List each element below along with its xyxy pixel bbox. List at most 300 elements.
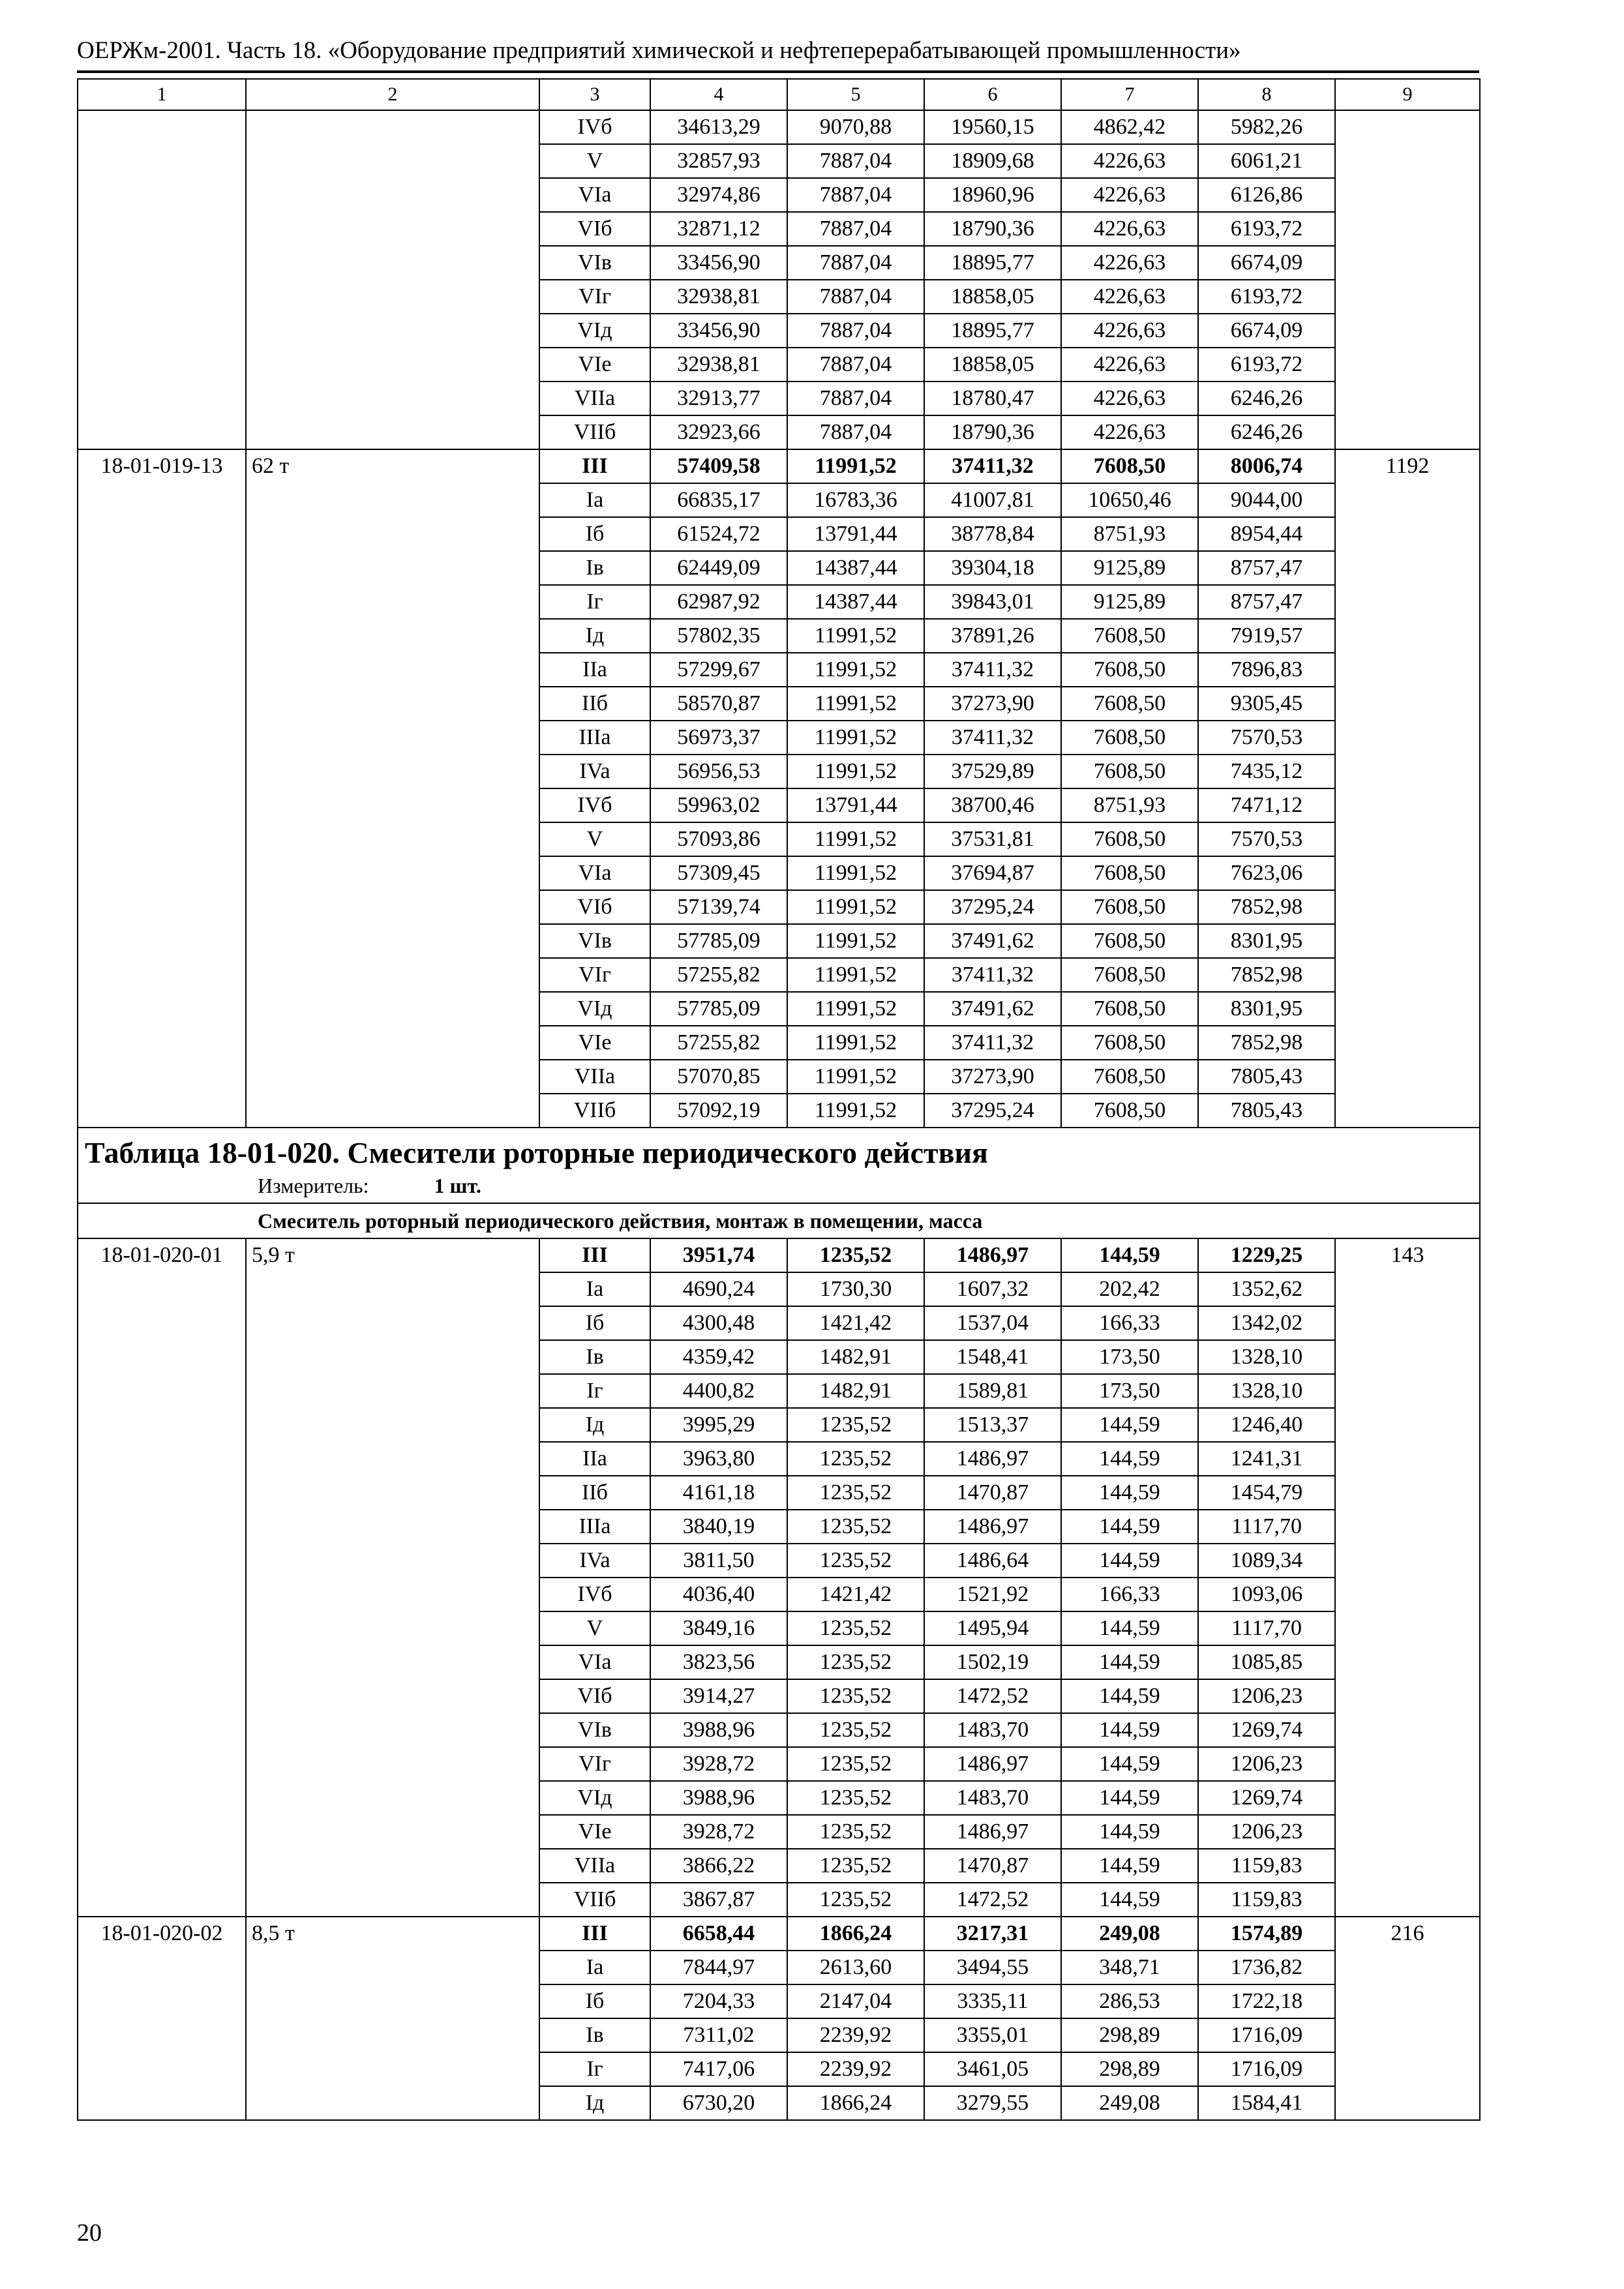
total-cost-cell: 34613,29 <box>650 110 787 144</box>
machine-wages-cell: 144,59 <box>1061 1408 1198 1442</box>
total-cost-cell: 7417,06 <box>650 2052 787 2086</box>
materials-cost-cell: 1117,70 <box>1198 1611 1335 1645</box>
machine-wages-cell: 7608,50 <box>1061 653 1198 687</box>
materials-cost-cell: 1085,85 <box>1198 1645 1335 1679</box>
machine-cost-cell: 1548,41 <box>924 1340 1061 1374</box>
machine-wages-cell: 4226,63 <box>1061 314 1198 348</box>
column-header: 4 <box>650 79 787 110</box>
materials-cost-cell: 9044,00 <box>1198 483 1335 517</box>
machine-cost-cell: 3335,11 <box>924 1984 1061 2018</box>
region-cell: IVб <box>539 110 650 144</box>
wages-cell: 9070,88 <box>787 110 924 144</box>
mass-cell: 5,9 т <box>246 1238 539 1917</box>
total-cost-cell: 3866,22 <box>650 1849 787 1883</box>
machine-wages-cell: 166,33 <box>1061 1306 1198 1340</box>
total-cost-cell: 57070,85 <box>650 1060 787 1094</box>
machine-cost-cell: 1607,32 <box>924 1272 1061 1306</box>
materials-cost-cell: 1206,23 <box>1198 1747 1335 1781</box>
machine-cost-cell: 39304,18 <box>924 551 1061 585</box>
materials-cost-cell: 1342,02 <box>1198 1306 1335 1340</box>
machine-wages-cell: 9125,89 <box>1061 551 1198 585</box>
subheading-row <box>78 1203 1480 1238</box>
wages-cell: 1235,52 <box>787 1408 924 1442</box>
wages-cell: 13791,44 <box>787 517 924 551</box>
wages-cell: 11991,52 <box>787 653 924 687</box>
region-cell: VIг <box>539 1747 650 1781</box>
machine-cost-cell: 3217,31 <box>924 1917 1061 1951</box>
materials-cost-cell: 7852,98 <box>1198 958 1335 992</box>
materials-cost-cell: 7471,12 <box>1198 788 1335 822</box>
mass-cell <box>246 110 539 449</box>
machine-wages-cell: 166,33 <box>1061 1578 1198 1611</box>
materials-cost-cell: 1117,70 <box>1198 1510 1335 1544</box>
materials-cost-cell: 7919,57 <box>1198 619 1335 653</box>
materials-cost-cell: 1269,74 <box>1198 1713 1335 1747</box>
region-cell: VIa <box>539 178 650 212</box>
total-cost-cell: 4300,48 <box>650 1306 787 1340</box>
region-cell: Iг <box>539 2052 650 2086</box>
total-cost-cell: 3811,50 <box>650 1544 787 1578</box>
materials-cost-cell: 7852,98 <box>1198 890 1335 924</box>
total-cost-cell: 3995,29 <box>650 1408 787 1442</box>
machine-wages-cell: 7608,50 <box>1061 687 1198 721</box>
total-cost-cell: 3988,96 <box>650 1713 787 1747</box>
table-title-row <box>78 1128 1480 1203</box>
wages-cell: 7887,04 <box>787 415 924 449</box>
wages-cell: 1235,52 <box>787 1510 924 1544</box>
total-cost-cell: 32871,12 <box>650 212 787 246</box>
total-cost-cell: 4161,18 <box>650 1476 787 1510</box>
total-cost-cell: 56956,53 <box>650 755 787 788</box>
subheading: Смеситель роторный периодического действия, монтаж в помещении, масса <box>78 1203 1480 1238</box>
region-cell: V <box>539 144 650 178</box>
machine-wages-cell: 144,59 <box>1061 1442 1198 1476</box>
machine-wages-cell: 7608,50 <box>1061 958 1198 992</box>
machine-cost-cell: 18780,47 <box>924 382 1061 415</box>
total-cost-cell: 57409,58 <box>650 449 787 483</box>
region-cell: Iд <box>539 2086 650 2120</box>
materials-cost-cell: 1269,74 <box>1198 1781 1335 1815</box>
machine-cost-cell: 37491,62 <box>924 924 1061 958</box>
column-header: 1 <box>78 79 246 110</box>
total-cost-cell: 57802,35 <box>650 619 787 653</box>
machine-cost-cell: 37531,81 <box>924 822 1061 856</box>
machine-wages-cell: 7608,50 <box>1061 755 1198 788</box>
machine-wages-cell: 144,59 <box>1061 1713 1198 1747</box>
column-header: 3 <box>539 79 650 110</box>
machine-cost-cell: 39843,01 <box>924 585 1061 619</box>
materials-cost-cell: 6193,72 <box>1198 348 1335 382</box>
machine-cost-cell: 1483,70 <box>924 1781 1061 1815</box>
machine-wages-cell: 144,59 <box>1061 1849 1198 1883</box>
materials-cost-cell: 1159,83 <box>1198 1883 1335 1917</box>
total-cost-cell: 62449,09 <box>650 551 787 585</box>
machine-wages-cell: 202,42 <box>1061 1272 1198 1306</box>
machine-wages-cell: 4226,63 <box>1061 178 1198 212</box>
machine-cost-cell: 18895,77 <box>924 314 1061 348</box>
machine-cost-cell: 1537,04 <box>924 1306 1061 1340</box>
region-cell: Ia <box>539 1272 650 1306</box>
materials-cost-cell: 7852,98 <box>1198 1026 1335 1060</box>
mass-cell: 62 т <box>246 449 539 1128</box>
machine-wages-cell: 4226,63 <box>1061 246 1198 280</box>
column-header: 6 <box>924 79 1061 110</box>
unit-line <box>85 1173 1473 1199</box>
wages-cell: 1866,24 <box>787 2086 924 2120</box>
machine-wages-cell: 144,59 <box>1061 1645 1198 1679</box>
region-cell: Iг <box>539 585 650 619</box>
machine-wages-cell: 4226,63 <box>1061 280 1198 314</box>
region-cell: IIIa <box>539 1510 650 1544</box>
price-table <box>77 78 1481 2121</box>
region-cell: Ia <box>539 483 650 517</box>
column-header: 5 <box>787 79 924 110</box>
wages-cell: 11991,52 <box>787 856 924 890</box>
norm-code-cell: 18-01-020-01 <box>78 1238 246 1917</box>
unit-value: 1 шт. <box>434 1174 481 1197</box>
region-cell: VIе <box>539 348 650 382</box>
region-cell: IIб <box>539 687 650 721</box>
machine-wages-cell: 4226,63 <box>1061 382 1198 415</box>
machine-cost-cell: 1483,70 <box>924 1713 1061 1747</box>
machine-cost-cell: 37411,32 <box>924 449 1061 483</box>
machine-wages-cell: 7608,50 <box>1061 924 1198 958</box>
machine-cost-cell: 37529,89 <box>924 755 1061 788</box>
region-cell: Iд <box>539 1408 650 1442</box>
region-cell: Iг <box>539 1374 650 1408</box>
region-cell: VIIa <box>539 1060 650 1094</box>
machine-cost-cell: 18790,36 <box>924 415 1061 449</box>
region-cell: Iб <box>539 1306 650 1340</box>
machine-wages-cell: 10650,46 <box>1061 483 1198 517</box>
wages-cell: 1482,91 <box>787 1340 924 1374</box>
machine-wages-cell: 144,59 <box>1061 1544 1198 1578</box>
wages-cell: 11991,52 <box>787 449 924 483</box>
wages-cell: 7887,04 <box>787 382 924 415</box>
table-title-cell <box>78 1128 1480 1203</box>
machine-cost-cell: 37891,26 <box>924 619 1061 653</box>
materials-cost-cell: 1229,25 <box>1198 1238 1335 1272</box>
total-cost-cell: 59963,02 <box>650 788 787 822</box>
materials-cost-cell: 6246,26 <box>1198 415 1335 449</box>
column-header: 2 <box>246 79 539 110</box>
materials-cost-cell: 7570,53 <box>1198 721 1335 755</box>
machine-cost-cell: 1470,87 <box>924 1849 1061 1883</box>
machine-wages-cell: 348,71 <box>1061 1951 1198 1984</box>
labor-cell: 143 <box>1335 1238 1480 1917</box>
region-cell: IIIa <box>539 721 650 755</box>
machine-cost-cell: 18960,96 <box>924 178 1061 212</box>
total-cost-cell: 3867,87 <box>650 1883 787 1917</box>
machine-wages-cell: 286,53 <box>1061 1984 1198 2018</box>
total-cost-cell: 4400,82 <box>650 1374 787 1408</box>
wages-cell: 11991,52 <box>787 992 924 1026</box>
total-cost-cell: 3963,80 <box>650 1442 787 1476</box>
wages-cell: 7887,04 <box>787 178 924 212</box>
total-cost-cell: 56973,37 <box>650 721 787 755</box>
wages-cell: 14387,44 <box>787 551 924 585</box>
machine-wages-cell: 7608,50 <box>1061 449 1198 483</box>
total-cost-cell: 7311,02 <box>650 2018 787 2052</box>
materials-cost-cell: 8301,95 <box>1198 924 1335 958</box>
total-cost-cell: 3840,19 <box>650 1510 787 1544</box>
region-cell: Iв <box>539 2018 650 2052</box>
wages-cell: 7887,04 <box>787 246 924 280</box>
wages-cell: 1482,91 <box>787 1374 924 1408</box>
machine-wages-cell: 8751,93 <box>1061 788 1198 822</box>
materials-cost-cell: 1328,10 <box>1198 1374 1335 1408</box>
machine-cost-cell: 38778,84 <box>924 517 1061 551</box>
machine-cost-cell: 18895,77 <box>924 246 1061 280</box>
materials-cost-cell: 6126,86 <box>1198 178 1335 212</box>
materials-cost-cell: 6674,09 <box>1198 314 1335 348</box>
total-cost-cell: 4036,40 <box>650 1578 787 1611</box>
machine-cost-cell: 1472,52 <box>924 1679 1061 1713</box>
wages-cell: 11991,52 <box>787 890 924 924</box>
machine-wages-cell: 144,59 <box>1061 1679 1198 1713</box>
column-header: 7 <box>1061 79 1198 110</box>
column-header: 8 <box>1198 79 1335 110</box>
materials-cost-cell: 1246,40 <box>1198 1408 1335 1442</box>
materials-cost-cell: 1454,79 <box>1198 1476 1335 1510</box>
table-row <box>78 1238 1480 1272</box>
region-cell: VIд <box>539 1781 650 1815</box>
materials-cost-cell: 1584,41 <box>1198 2086 1335 2120</box>
machine-wages-cell: 7608,50 <box>1061 721 1198 755</box>
total-cost-cell: 57785,09 <box>650 924 787 958</box>
wages-cell: 1235,52 <box>787 1679 924 1713</box>
machine-cost-cell: 18858,05 <box>924 348 1061 382</box>
total-cost-cell: 3988,96 <box>650 1781 787 1815</box>
machine-wages-cell: 9125,89 <box>1061 585 1198 619</box>
total-cost-cell: 4690,24 <box>650 1272 787 1306</box>
region-cell: IIб <box>539 1476 650 1510</box>
total-cost-cell: 57299,67 <box>650 653 787 687</box>
region-cell: IVб <box>539 788 650 822</box>
table-row <box>78 110 1480 144</box>
materials-cost-cell: 7623,06 <box>1198 856 1335 890</box>
machine-wages-cell: 298,89 <box>1061 2052 1198 2086</box>
machine-cost-cell: 18858,05 <box>924 280 1061 314</box>
wages-cell: 7887,04 <box>787 144 924 178</box>
machine-cost-cell: 37411,32 <box>924 721 1061 755</box>
wages-cell: 1730,30 <box>787 1272 924 1306</box>
region-cell: VIд <box>539 314 650 348</box>
machine-wages-cell: 249,08 <box>1061 1917 1198 1951</box>
wages-cell: 11991,52 <box>787 755 924 788</box>
wages-cell: 2613,60 <box>787 1951 924 1984</box>
total-cost-cell: 32938,81 <box>650 280 787 314</box>
machine-wages-cell: 298,89 <box>1061 2018 1198 2052</box>
total-cost-cell: 7844,97 <box>650 1951 787 1984</box>
machine-cost-cell: 38700,46 <box>924 788 1061 822</box>
materials-cost-cell: 1722,18 <box>1198 1984 1335 2018</box>
wages-cell: 1421,42 <box>787 1306 924 1340</box>
materials-cost-cell: 9305,45 <box>1198 687 1335 721</box>
wages-cell: 1235,52 <box>787 1238 924 1272</box>
total-cost-cell: 57139,74 <box>650 890 787 924</box>
total-cost-cell: 32938,81 <box>650 348 787 382</box>
region-cell: III <box>539 1917 650 1951</box>
region-cell: VIIa <box>539 382 650 415</box>
region-cell: VIв <box>539 924 650 958</box>
machine-wages-cell: 173,50 <box>1061 1374 1198 1408</box>
region-cell: V <box>539 822 650 856</box>
total-cost-cell: 3823,56 <box>650 1645 787 1679</box>
machine-cost-cell: 1472,52 <box>924 1883 1061 1917</box>
machine-wages-cell: 8751,93 <box>1061 517 1198 551</box>
region-cell: Iд <box>539 619 650 653</box>
table-row <box>78 1917 1480 1951</box>
unit-label: Измеритель: <box>258 1174 369 1197</box>
materials-cost-cell: 7805,43 <box>1198 1060 1335 1094</box>
column-header-row <box>78 79 1480 110</box>
machine-wages-cell: 144,59 <box>1061 1238 1198 1272</box>
machine-wages-cell: 144,59 <box>1061 1883 1198 1917</box>
wages-cell: 7887,04 <box>787 280 924 314</box>
region-cell: Iв <box>539 551 650 585</box>
wages-cell: 1235,52 <box>787 1442 924 1476</box>
labor-cell: 216 <box>1335 1917 1480 2120</box>
region-cell: VIб <box>539 212 650 246</box>
materials-cost-cell: 7896,83 <box>1198 653 1335 687</box>
materials-cost-cell: 6193,72 <box>1198 280 1335 314</box>
machine-cost-cell: 37273,90 <box>924 687 1061 721</box>
wages-cell: 11991,52 <box>787 958 924 992</box>
total-cost-cell: 57093,86 <box>650 822 787 856</box>
machine-cost-cell: 18909,68 <box>924 144 1061 178</box>
machine-wages-cell: 144,59 <box>1061 1815 1198 1849</box>
machine-wages-cell: 144,59 <box>1061 1510 1198 1544</box>
wages-cell: 16783,36 <box>787 483 924 517</box>
machine-cost-cell: 1486,64 <box>924 1544 1061 1578</box>
materials-cost-cell: 1736,82 <box>1198 1951 1335 1984</box>
region-cell: VIг <box>539 958 650 992</box>
total-cost-cell: 3928,72 <box>650 1747 787 1781</box>
region-cell: VIе <box>539 1026 650 1060</box>
machine-cost-cell: 1495,94 <box>924 1611 1061 1645</box>
machine-wages-cell: 144,59 <box>1061 1476 1198 1510</box>
materials-cost-cell: 1093,06 <box>1198 1578 1335 1611</box>
materials-cost-cell: 6246,26 <box>1198 382 1335 415</box>
wages-cell: 2239,92 <box>787 2052 924 2086</box>
materials-cost-cell: 1352,62 <box>1198 1272 1335 1306</box>
machine-cost-cell: 3494,55 <box>924 1951 1061 1984</box>
materials-cost-cell: 1241,31 <box>1198 1442 1335 1476</box>
materials-cost-cell: 8954,44 <box>1198 517 1335 551</box>
wages-cell: 11991,52 <box>787 619 924 653</box>
wages-cell: 2239,92 <box>787 2018 924 2052</box>
total-cost-cell: 3914,27 <box>650 1679 787 1713</box>
total-cost-cell: 32974,86 <box>650 178 787 212</box>
total-cost-cell: 57092,19 <box>650 1094 787 1128</box>
machine-wages-cell: 7608,50 <box>1061 1026 1198 1060</box>
machine-cost-cell: 37411,32 <box>924 1026 1061 1060</box>
machine-wages-cell: 4226,63 <box>1061 212 1198 246</box>
total-cost-cell: 57785,09 <box>650 992 787 1026</box>
materials-cost-cell: 8006,74 <box>1198 449 1335 483</box>
region-cell: IVa <box>539 755 650 788</box>
labor-cell: 1192 <box>1335 449 1480 1128</box>
materials-cost-cell: 1716,09 <box>1198 2052 1335 2086</box>
materials-cost-cell: 6061,21 <box>1198 144 1335 178</box>
wages-cell: 1235,52 <box>787 1781 924 1815</box>
machine-cost-cell: 37295,24 <box>924 1094 1061 1128</box>
machine-cost-cell: 1502,19 <box>924 1645 1061 1679</box>
region-cell: VIIa <box>539 1849 650 1883</box>
total-cost-cell: 57255,82 <box>650 1026 787 1060</box>
total-cost-cell: 4359,42 <box>650 1340 787 1374</box>
machine-cost-cell: 1486,97 <box>924 1510 1061 1544</box>
region-cell: VIIб <box>539 1883 650 1917</box>
machine-wages-cell: 4226,63 <box>1061 348 1198 382</box>
machine-wages-cell: 7608,50 <box>1061 1060 1198 1094</box>
wages-cell: 7887,04 <box>787 348 924 382</box>
machine-wages-cell: 173,50 <box>1061 1340 1198 1374</box>
total-cost-cell: 3928,72 <box>650 1815 787 1849</box>
machine-wages-cell: 4226,63 <box>1061 415 1198 449</box>
region-cell: VIг <box>539 280 650 314</box>
wages-cell: 1235,52 <box>787 1544 924 1578</box>
region-cell: Iб <box>539 1984 650 2018</box>
materials-cost-cell: 1574,89 <box>1198 1917 1335 1951</box>
region-cell: VIIб <box>539 1094 650 1128</box>
total-cost-cell: 32913,77 <box>650 382 787 415</box>
region-cell: VIa <box>539 856 650 890</box>
wages-cell: 11991,52 <box>787 1060 924 1094</box>
column-header: 9 <box>1335 79 1480 110</box>
total-cost-cell: 58570,87 <box>650 687 787 721</box>
wages-cell: 11991,52 <box>787 1094 924 1128</box>
table-row <box>78 449 1480 483</box>
mass-cell: 8,5 т <box>246 1917 539 2120</box>
wages-cell: 1235,52 <box>787 1645 924 1679</box>
machine-cost-cell: 1470,87 <box>924 1476 1061 1510</box>
machine-wages-cell: 7608,50 <box>1061 992 1198 1026</box>
norm-code-cell: 18-01-020-02 <box>78 1917 246 2120</box>
machine-wages-cell: 7608,50 <box>1061 856 1198 890</box>
wages-cell: 14387,44 <box>787 585 924 619</box>
machine-cost-cell: 3355,01 <box>924 2018 1061 2052</box>
machine-cost-cell: 1486,97 <box>924 1815 1061 1849</box>
wages-cell: 1235,52 <box>787 1611 924 1645</box>
wages-cell: 13791,44 <box>787 788 924 822</box>
total-cost-cell: 3849,16 <box>650 1611 787 1645</box>
price-table-body <box>78 79 1480 2120</box>
region-cell: VIв <box>539 246 650 280</box>
total-cost-cell: 61524,72 <box>650 517 787 551</box>
labor-cell <box>1335 110 1480 449</box>
machine-wages-cell: 249,08 <box>1061 2086 1198 2120</box>
machine-cost-cell: 37273,90 <box>924 1060 1061 1094</box>
machine-cost-cell: 19560,15 <box>924 110 1061 144</box>
wages-cell: 11991,52 <box>787 721 924 755</box>
machine-wages-cell: 144,59 <box>1061 1781 1198 1815</box>
wages-cell: 1235,52 <box>787 1476 924 1510</box>
materials-cost-cell: 6674,09 <box>1198 246 1335 280</box>
region-cell: III <box>539 449 650 483</box>
region-cell: VIa <box>539 1645 650 1679</box>
machine-cost-cell: 1513,37 <box>924 1408 1061 1442</box>
region-cell: IVa <box>539 1544 650 1578</box>
materials-cost-cell: 8301,95 <box>1198 992 1335 1026</box>
machine-cost-cell: 1521,92 <box>924 1578 1061 1611</box>
region-cell: Iв <box>539 1340 650 1374</box>
materials-cost-cell: 5982,26 <box>1198 110 1335 144</box>
region-cell: VIб <box>539 890 650 924</box>
total-cost-cell: 33456,90 <box>650 314 787 348</box>
wages-cell: 1235,52 <box>787 1815 924 1849</box>
